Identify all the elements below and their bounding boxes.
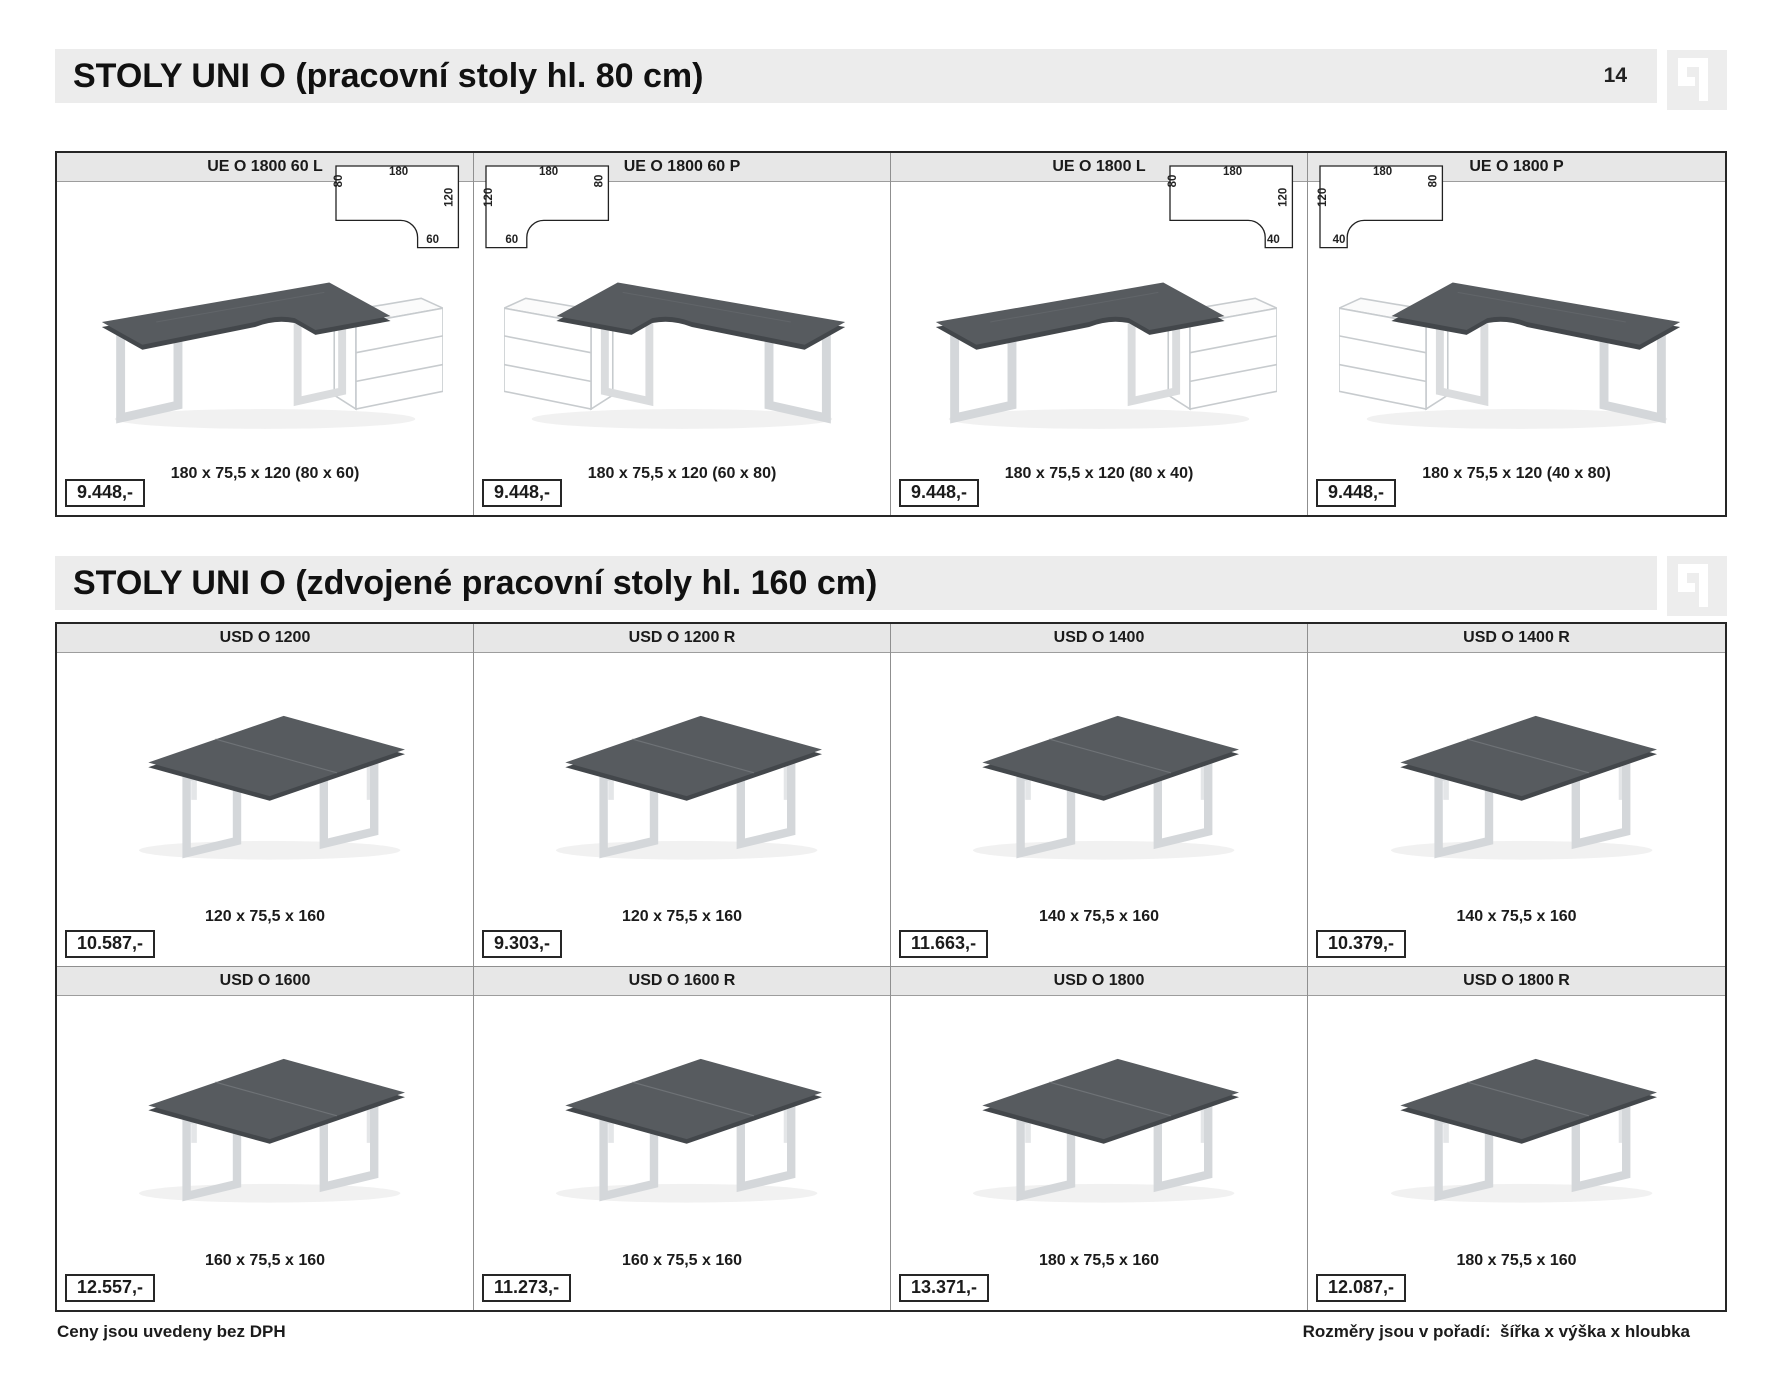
price-tag: 11.273,- xyxy=(482,1274,571,1302)
product-table-160cm xyxy=(55,622,1727,1312)
product-name: UE O 1800 60 L xyxy=(57,153,473,182)
svg-text:180: 180 xyxy=(539,165,559,178)
price-tag: 11.663,- xyxy=(899,930,988,958)
desk-illustration xyxy=(1349,658,1685,882)
product-cell xyxy=(474,967,891,1310)
section2-title-bar xyxy=(55,556,1657,610)
desk-illustration xyxy=(1349,1001,1685,1225)
svg-text:80: 80 xyxy=(593,174,606,188)
price-tag: 9.303,- xyxy=(482,930,562,958)
product-dimensions: 160 x 75,5 x 160 xyxy=(621,1252,743,1269)
page-number: 14 xyxy=(1603,64,1627,87)
product-dimensions: 160 x 75,5 x 160 xyxy=(204,1252,326,1269)
product-name: USD O 1400 R xyxy=(1308,624,1725,653)
desk-illustration xyxy=(514,658,850,882)
svg-text:120: 120 xyxy=(1317,187,1330,207)
desk-illustration xyxy=(87,211,443,439)
price-tag: 12.087,- xyxy=(1316,1274,1406,1302)
product-name: USD O 1800 xyxy=(891,967,1307,996)
svg-text:80: 80 xyxy=(1167,174,1180,188)
price-tag: 9.448,- xyxy=(482,479,562,507)
price-tag: 13.371,- xyxy=(899,1274,989,1302)
product-cell xyxy=(1308,967,1725,1310)
product-dimensions: 180 x 75,5 x 120 (80 x 60) xyxy=(170,465,360,482)
product-name: USD O 1200 xyxy=(57,624,473,653)
desk-illustration xyxy=(97,658,433,882)
svg-text:120: 120 xyxy=(443,187,456,207)
svg-text:40: 40 xyxy=(1267,233,1280,246)
product-dimensions: 120 x 75,5 x 160 xyxy=(204,908,326,925)
svg-text:180: 180 xyxy=(1223,165,1243,178)
product-name: USD O 1800 R xyxy=(1308,967,1725,996)
product-cell xyxy=(891,153,1308,515)
price-tag: 10.379,- xyxy=(1316,930,1406,958)
product-cell xyxy=(891,967,1308,1310)
svg-text:40: 40 xyxy=(1332,233,1346,246)
price-tag: 12.557,- xyxy=(65,1274,155,1302)
product-cell xyxy=(1308,153,1725,515)
product-cell xyxy=(474,153,891,515)
product-table-80cm xyxy=(55,151,1727,517)
product-dimensions: 180 x 75,5 x 160 xyxy=(1456,1252,1577,1269)
desk-illustration xyxy=(921,211,1277,439)
product-dimensions: 180 x 75,5 x 120 (80 x 40) xyxy=(1004,465,1194,482)
product-name: USD O 1600 R xyxy=(474,967,890,996)
product-name: USD O 1200 R xyxy=(474,624,890,653)
desk-illustration xyxy=(931,658,1267,882)
product-cell xyxy=(57,624,474,967)
product-cell xyxy=(57,153,474,515)
product-dimensions: 180 x 75,5 x 120 (60 x 80) xyxy=(587,465,777,482)
brand-logo-icon xyxy=(1667,556,1727,616)
price-tag: 9.448,- xyxy=(899,479,979,507)
svg-text:80: 80 xyxy=(1427,174,1440,188)
product-dimensions: 180 x 75,5 x 160 xyxy=(1038,1252,1160,1269)
product-name: USD O 1600 xyxy=(57,967,473,996)
section2-title: STOLY UNI O (zdvojené pracovní stoly hl. 160 cm) xyxy=(73,563,878,602)
product-cell xyxy=(474,624,891,967)
footer-note-left: Ceny jsou uvedeny bez DPH xyxy=(57,1322,286,1341)
svg-text:120: 120 xyxy=(483,187,496,207)
section1-title: STOLY UNI O (pracovní stoly hl. 80 cm) xyxy=(73,56,704,95)
desk-illustration xyxy=(514,1001,850,1225)
desk-illustration xyxy=(1339,211,1695,439)
product-name: USD O 1400 xyxy=(891,624,1307,653)
footer-note-right: Rozměry jsou v pořadí: šířka x výška x hloubka xyxy=(1302,1322,1690,1341)
svg-text:80: 80 xyxy=(333,174,346,188)
product-dimensions: 140 x 75,5 x 160 xyxy=(1456,908,1577,925)
desk-illustration xyxy=(931,1001,1267,1225)
product-dimensions: 120 x 75,5 x 160 xyxy=(621,908,743,925)
price-tag: 10.587,- xyxy=(65,930,155,958)
svg-text:60: 60 xyxy=(426,233,439,246)
product-dimensions: 180 x 75,5 x 120 (40 x 80) xyxy=(1422,465,1611,482)
price-tag: 9.448,- xyxy=(1316,479,1396,507)
section1-title-bar xyxy=(55,49,1657,103)
product-cell xyxy=(1308,624,1725,967)
svg-text:180: 180 xyxy=(389,165,409,178)
svg-text:180: 180 xyxy=(1373,165,1393,178)
desk-illustration xyxy=(97,1001,433,1225)
product-dimensions: 140 x 75,5 x 160 xyxy=(1038,908,1160,925)
product-cell xyxy=(891,624,1308,967)
desk-illustration xyxy=(504,211,860,439)
svg-text:120: 120 xyxy=(1277,187,1290,207)
product-name: UE O 1800 60 P xyxy=(474,153,890,182)
product-name: UE O 1800 L xyxy=(891,153,1307,182)
price-tag: 9.448,- xyxy=(65,479,145,507)
brand-logo-icon xyxy=(1667,50,1727,110)
svg-text:60: 60 xyxy=(505,233,519,246)
product-name: UE O 1800 P xyxy=(1308,153,1725,182)
product-cell xyxy=(57,967,474,1310)
